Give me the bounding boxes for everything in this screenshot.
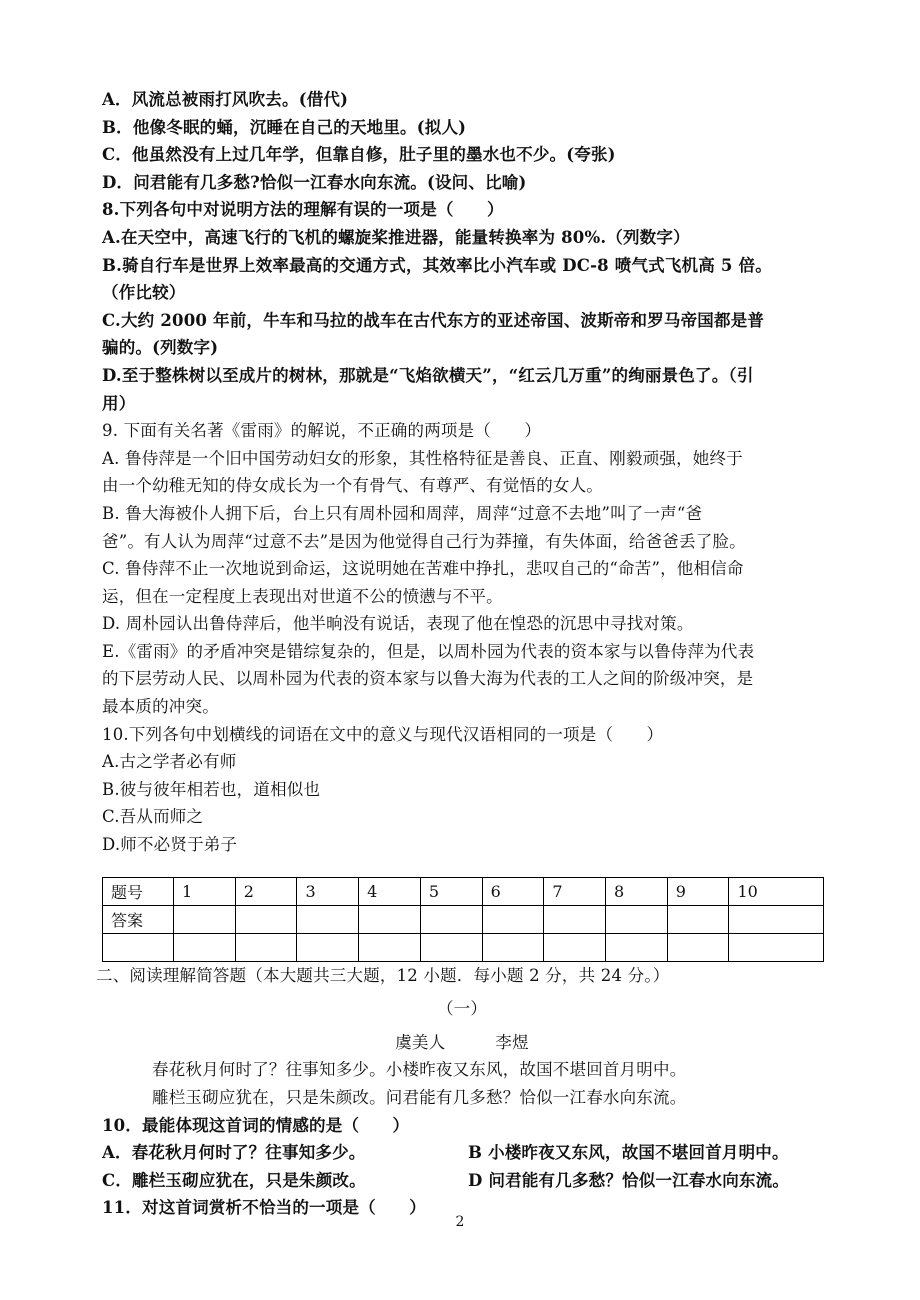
question-number-cell: 7 xyxy=(544,877,606,905)
q8-option-b-line2: （作比较） xyxy=(102,283,186,303)
answer-cell[interactable] xyxy=(174,905,236,933)
q9-option-c-line2: 运，但在一定程度上表现出对世道不公的愤懑与不平。 xyxy=(102,586,503,606)
answer-cell[interactable] xyxy=(544,905,606,933)
question-number-cell: 1 xyxy=(174,877,236,905)
answer-cell[interactable] xyxy=(359,905,421,933)
q8-stem: 8.下列各句中对说明方法的理解有误的一项是（ ） xyxy=(102,200,504,220)
q10-option-a: A.古之学者必有师 xyxy=(102,752,237,772)
blank-cell[interactable] xyxy=(420,933,482,961)
q7-option-a: A．风流总被雨打风吹去。(借代) xyxy=(102,90,349,109)
q10b-stem: 10．最能体现这首词的情感的是（ ） xyxy=(102,1115,410,1135)
section2-part-label: （一） xyxy=(436,999,488,1019)
q9-option-d: D. 周朴园认出鲁侍萍后，他半晌没有说话，表现了他在惶恐的沉思中寻找对策。 xyxy=(102,614,694,634)
q9-option-a-line2: 由一个幼稚无知的侍女成长为一个有骨气、有尊严、有觉悟的女人。 xyxy=(102,476,603,496)
q8-option-c-line1: C.大约 2000 年前，牛车和马拉的战车在古代东方的亚述帝国、波斯帝和罗马帝国都是普 xyxy=(102,310,765,330)
question-number-label: 题号 xyxy=(103,877,174,905)
q9-option-e-line1: E.《雷雨》的矛盾冲突是错综复杂的，但是，以周朴园为代表的资本家与以鲁侍萍为代表 xyxy=(102,641,755,661)
poem-line-2: 雕栏玉砌应犹在，只是朱颜改。问君能有几多愁？恰似一江春水向东流。 xyxy=(152,1088,687,1107)
blank-cell[interactable] xyxy=(174,933,236,961)
q9-stem: 9. 下面有关名著《雷雨》的解说，不正确的两项是（ ） xyxy=(102,421,542,441)
blank-cell[interactable] xyxy=(482,933,544,961)
question-number-cell: 5 xyxy=(420,877,482,905)
q9-option-e-line3: 最本质的冲突。 xyxy=(102,697,219,717)
q10b-options-row-2 xyxy=(102,1167,822,1195)
q10-option-d: D.师不必贤于弟子 xyxy=(102,835,238,855)
question-number-cell: 9 xyxy=(667,877,729,905)
q10b-option-b: B 小楼昨夜又东风，故国不堪回首月明中。 xyxy=(468,1143,789,1163)
q9-option-c-line1: C. 鲁侍萍不止一次地说到命运，这说明她在苦难中挣扎，悲叹自己的“命苦”，他相信命 xyxy=(102,559,744,579)
blank-cell[interactable] xyxy=(297,933,359,961)
answer-cell[interactable] xyxy=(420,905,482,933)
question-number-cell: 8 xyxy=(606,877,668,905)
answer-cell[interactable] xyxy=(667,905,729,933)
q10b-option-d: D 问君能有几多愁？恰似一江春水向东流。 xyxy=(468,1170,790,1190)
answer-table xyxy=(102,877,824,962)
q7-option-d: D．问君能有几多愁?恰似一江春水向东流。(设问、比喻) xyxy=(102,172,527,192)
q7-option-c: C．他虽然没有上过几年学，但靠自修，肚子里的墨水也不少。(夸张) xyxy=(102,145,616,165)
q9-option-a-line1: A. 鲁侍萍是一个旧中国劳动妇女的形象，其性格特征是善良、正直、刚毅顽强，她终于 xyxy=(102,448,743,468)
q9-option-b-line1: B. 鲁大海被仆人拥下后，台上只有周朴园和周萍，周萍“过意不去地”叫了一声“爸 xyxy=(102,503,703,523)
q10-option-b: B.彼与彼年相若也，道相似也 xyxy=(102,779,321,799)
answer-cell[interactable] xyxy=(235,905,297,933)
question-number-cell: 2 xyxy=(235,877,297,905)
question-number-cell: 4 xyxy=(359,877,421,905)
q10b-option-a: A．春花秋月何时了？往事知多少。 xyxy=(102,1143,366,1163)
question-number-cell: 10 xyxy=(729,877,824,905)
q10-option-c: C.吾从而师之 xyxy=(102,807,204,827)
q9-option-e-line2: 的下层劳动人民、以周朴园为代表的资本家与以鲁大海为代表的工人之间的阶级冲突，是 xyxy=(102,669,754,689)
answer-cell[interactable] xyxy=(482,905,544,933)
blank-cell[interactable] xyxy=(544,933,606,961)
page-content xyxy=(96,86,822,1222)
q10b-options-row-1 xyxy=(102,1139,822,1167)
q8-option-b-line1: B.骑自行车是世界上效率最高的交通方式，其效率比小汽车或 DC-8 喷气式飞机高 5 倍。 xyxy=(102,255,772,275)
blank-cell[interactable] xyxy=(667,933,729,961)
q9-option-b-line2: 爸”。有人认为周萍“过意不去”是因为他觉得自己行为莽撞，有失体面，给爸爸丢了脸。 xyxy=(102,531,746,551)
blank-cell[interactable] xyxy=(235,933,297,961)
answer-cell[interactable] xyxy=(297,905,359,933)
answer-table-blank-row xyxy=(103,933,824,961)
answer-cell[interactable] xyxy=(606,905,668,933)
poem-line-1: 春花秋月何时了？往事知多少。小楼昨夜又东风，故国不堪回首月明中。 xyxy=(152,1060,687,1080)
answer-table-answer-row xyxy=(103,905,824,933)
question-number-cell: 3 xyxy=(297,877,359,905)
q11-stem: 11．对这首词赏析不恰当的一项是（ ） xyxy=(102,1198,426,1218)
q8-option-d-line2: 用） xyxy=(102,393,136,413)
q8-option-a: A.在天空中，高速飞行的飞机的螺旋桨推进器，能量转换率为 80%.（列数字） xyxy=(102,227,690,247)
blank-cell[interactable] xyxy=(729,933,824,961)
poem-title: 虞美人 李煜 xyxy=(395,1032,529,1052)
q10b-option-c: C．雕栏玉砌应犹在，只是朱颜改。 xyxy=(102,1170,366,1190)
question-number-cell: 6 xyxy=(482,877,544,905)
blank-cell xyxy=(103,933,174,961)
blank-cell[interactable] xyxy=(359,933,421,961)
q8-option-d-line1: D.至于整株树以至成片的树林，那就是“飞焰欲横天”，“红云几万重”的绚丽景色了。（引 xyxy=(102,365,754,385)
q8-option-c-line2: 骗的。(列数字) xyxy=(102,338,219,358)
answer-label: 答案 xyxy=(103,905,174,933)
answer-table-header-row xyxy=(103,877,824,905)
answer-cell[interactable] xyxy=(729,905,824,933)
q7-option-b: B．他像冬眠的蛹，沉睡在自己的天地里。(拟人) xyxy=(102,117,467,137)
page-number: 2 xyxy=(455,1214,465,1230)
blank-cell[interactable] xyxy=(606,933,668,961)
section2-heading: 二、阅读理解简答题（本大题共三大题，12 小题．每小题 2 分，共 24 分。） xyxy=(96,965,670,985)
q10-stem: 10.下列各句中划横线的词语在文中的意义与现代汉语相同的一项是（ ） xyxy=(102,724,664,744)
